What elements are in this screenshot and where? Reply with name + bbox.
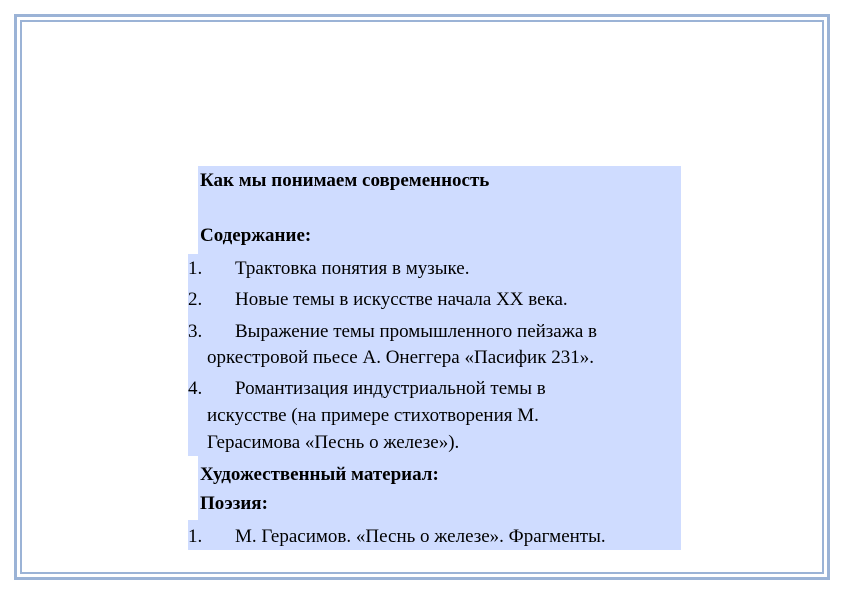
list-item: Трактовка понятия в музыке.	[235, 258, 470, 279]
list-item-number: 3.	[188, 321, 203, 342]
list-item-continuation: искусстве (на примере стихотворения М.	[207, 405, 539, 426]
contents-heading: Содержание:	[200, 225, 312, 246]
list-item-number: 1.	[188, 526, 203, 547]
list-item-number: 4.	[188, 378, 203, 399]
list-item-number: 2.	[188, 289, 203, 310]
list-item-continuation: оркестровой пьесе А. Онеггера «Пасифик 231».	[207, 347, 594, 368]
list-item-number: 1.	[188, 258, 203, 279]
material-heading: Художественный материал:	[200, 464, 439, 485]
list-item: М. Герасимов. «Песнь о железе». Фрагменты.	[235, 526, 606, 547]
page-title: Как мы понимаем современность	[200, 170, 490, 191]
list-item-continuation: Герасимова «Песнь о железе»).	[207, 432, 460, 453]
list-item: Выражение темы промышленного пейзажа в	[235, 321, 598, 342]
list-item: Новые темы в искусстве начала XX века.	[235, 289, 568, 310]
list-item: Романтизация индустриальной темы в	[235, 378, 546, 399]
poetry-heading: Поэзия:	[200, 493, 268, 514]
